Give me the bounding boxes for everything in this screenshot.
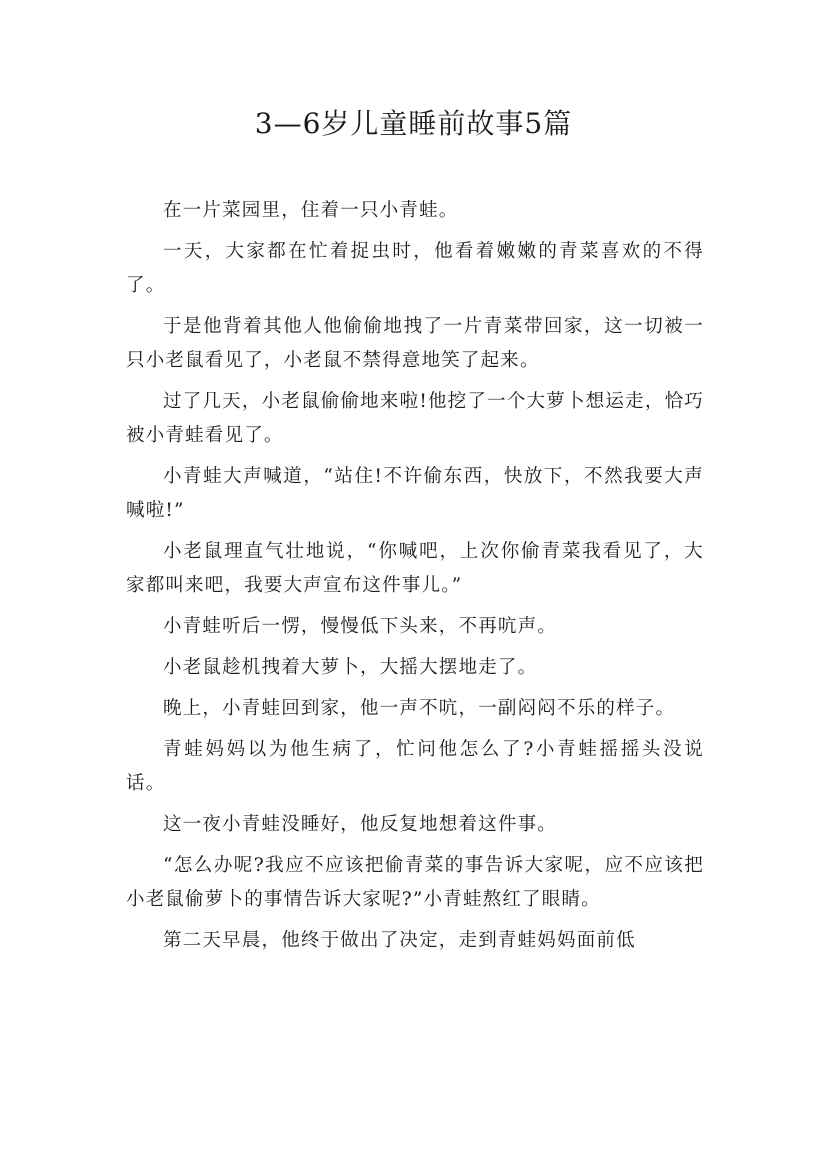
paragraph: 过了几天，小老鼠偷偷地来啦!他挖了一个大萝卜想运走，恰巧被小青蛙看见了。	[126, 391, 704, 446]
paragraph: “怎么办呢?我应不应该把偷青菜的事告诉大家呢，应不应该把小老鼠偷萝卜的事情告诉大家呢?”小青蛙熬红了眼睛。	[126, 855, 704, 910]
paragraph: 在一片菜园里，住着一只小青蛙。	[163, 200, 459, 221]
paragraph: 小老鼠趁机拽着大萝卜，大摇大摆地走了。	[163, 657, 538, 678]
document-title: 3—6岁儿童睡前故事5篇	[254, 107, 573, 140]
paragraph: 这一夜小青蛙没睡好，他反复地想着这件事。	[163, 814, 558, 835]
paragraph: 一天，大家都在忙着捉虫时，他看着嫩嫩的青菜喜欢的不得了。	[126, 241, 704, 296]
paragraph: 小青蛙大声喊道，“站住!不许偷东西，快放下，不然我要大声喊啦!”	[126, 466, 704, 521]
paragraph: 晚上，小青蛙回到家，他一声不吭，一副闷闷不乐的样子。	[163, 698, 676, 719]
paragraph: 青蛙妈妈以为他生病了，忙问他怎么了?小青蛙摇摇头没说话。	[126, 739, 704, 794]
paragraph: 小老鼠理直气壮地说，“你喊吧，上次你偷青菜我看见了，大家都叫来吧，我要大声宣布这件事儿。”	[126, 541, 704, 596]
paragraph: 小青蛙听后一愣，慢慢低下头来，不再吭声。	[163, 616, 558, 637]
story-body	[126, 194, 704, 965]
paragraph: 第二天早晨，他终于做出了决定，走到青蛙妈妈面前低	[163, 930, 636, 951]
paragraph: 于是他背着其他人他偷偷地拽了一片青菜带回家，这一切被一只小老鼠看见了，小老鼠不禁得意地笑了起来。	[126, 316, 704, 371]
